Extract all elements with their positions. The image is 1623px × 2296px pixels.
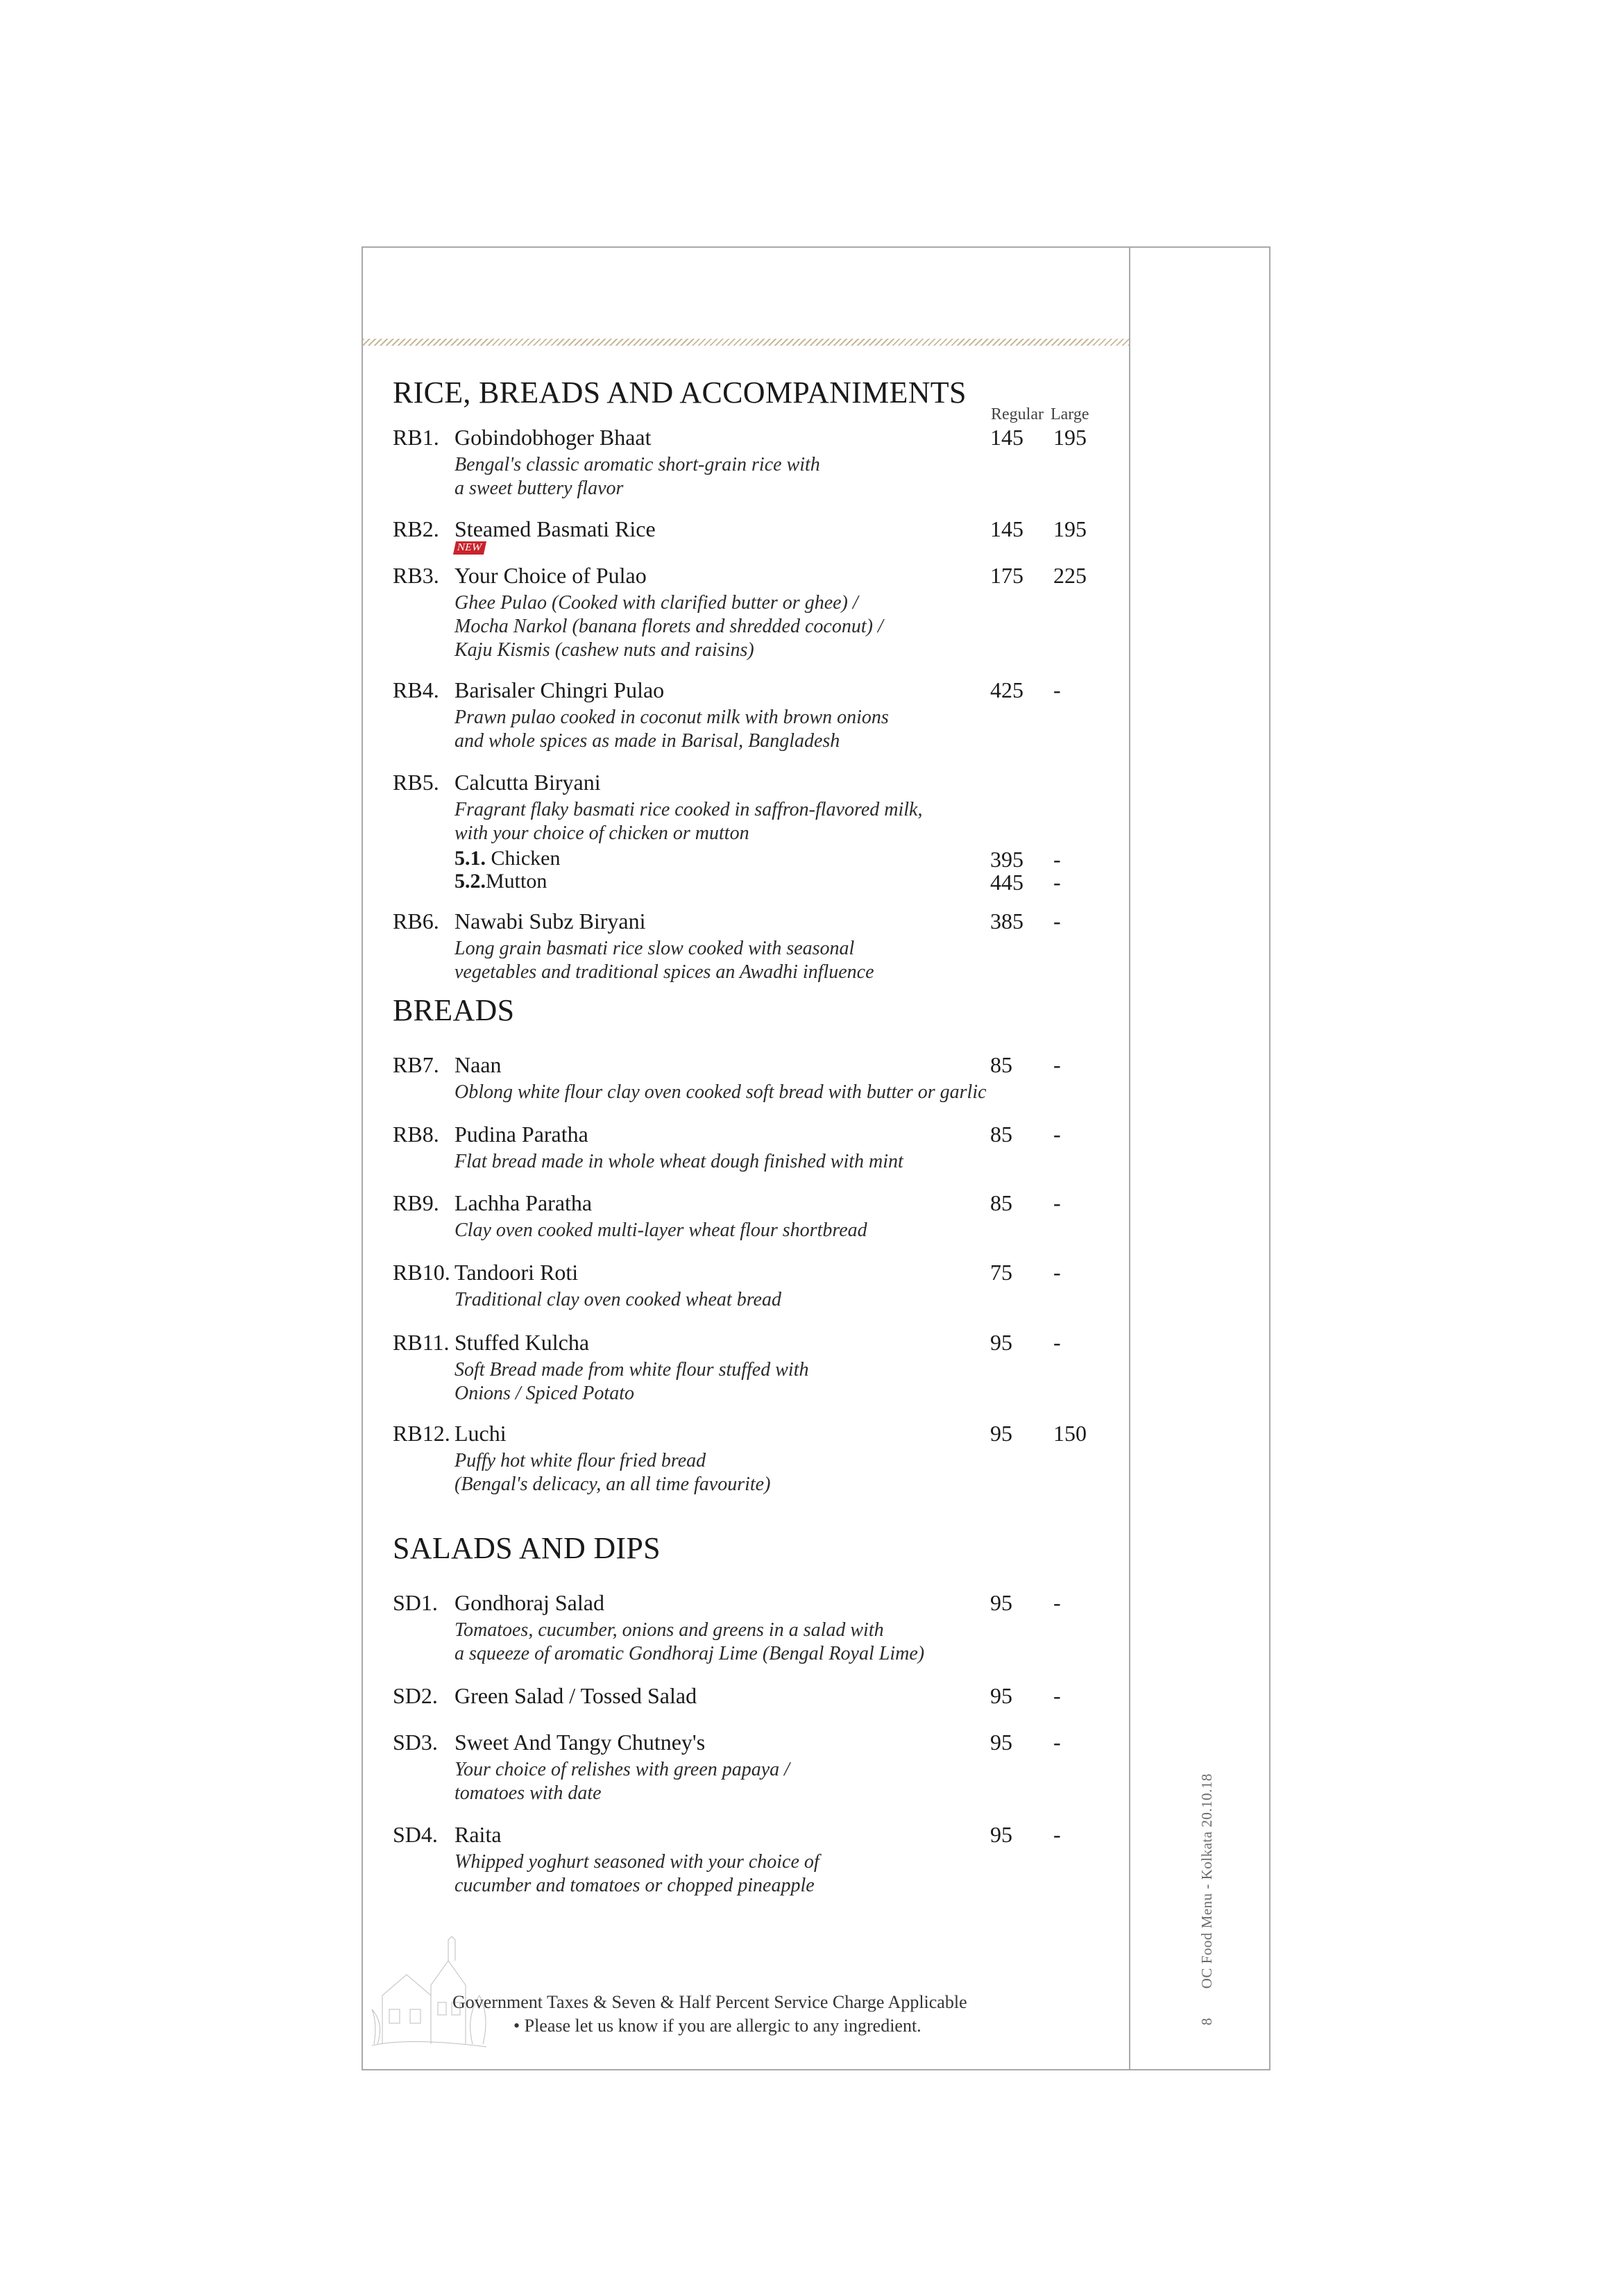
item-code: RB6. [393,909,439,934]
item-description: with your choice of chicken or mutton [454,822,749,844]
item-name: Calcutta Biryani [454,770,601,795]
item-description: Tomatoes, cucumber, onions and greens in a salad with [454,1619,884,1641]
price-regular: 145 [990,425,1023,450]
item-code: RB4. [393,677,439,702]
section-rice [393,375,1089,423]
price-regular: 85 [990,1052,1012,1077]
item-name: Raita [454,1822,502,1847]
item-description: Whipped yoghurt seasoned with your choice of [454,1851,819,1873]
price-regular: 75 [990,1260,1012,1285]
decorative-border [363,339,1129,346]
item-description: Oblong white flour clay oven cooked soft bread with butter or garlic [454,1081,987,1103]
menu-footer [452,1992,967,2036]
item-name: Green Salad / Tossed Salad [454,1683,697,1708]
price-regular: 95 [990,1822,1012,1847]
sidebar-divider [1129,246,1130,2070]
price-regular: 395 [990,847,1023,872]
price-large: 225 [1053,563,1087,588]
price-large: 195 [1053,425,1087,450]
price-regular: 85 [990,1190,1012,1215]
allergy-note: • Please let us know if you are allergic to any ingredient. [513,2016,921,2036]
price-regular: 95 [990,1590,1012,1615]
item-code: RB2. [393,516,439,541]
price-large: - [1053,1822,1061,1847]
price-regular: 145 [990,516,1023,541]
menu-subitem [454,870,547,893]
price-regular: 425 [990,677,1023,702]
price-large: - [1053,1122,1061,1147]
item-description: Soft Bread made from white flour stuffed with [454,1359,809,1381]
item-description: Clay oven cooked multi-layer wheat flour shortbread [454,1219,867,1241]
item-code: RB3. [393,563,439,588]
price-column-headers [991,405,1096,424]
price-large: - [1053,1260,1061,1285]
item-name: Barisaler Chingri Pulao [454,677,665,702]
item-description: Traditional clay oven cooked wheat bread [454,1289,781,1310]
item-description: Onions / Spiced Potato [454,1383,634,1404]
item-code: RB9. [393,1190,439,1215]
subitem-name: Chicken [486,847,561,870]
price-regular: 95 [990,1730,1012,1755]
price-regular: 385 [990,909,1023,934]
item-code: RB5. [393,770,439,795]
item-name: Gobindobhoger Bhaat [454,425,652,450]
item-name: Stuffed Kulcha [454,1330,590,1355]
item-code: RB12. [393,1421,450,1446]
item-description: Bengal's classic aromatic short-grain rice with [454,454,820,475]
price-large: 150 [1053,1421,1087,1446]
item-description: Kaju Kismis (cashew nuts and raisins) [454,639,754,661]
item-code: RB11. [393,1330,450,1355]
price-regular: 175 [990,563,1023,588]
item-description: a sweet buttery flavor [454,478,624,499]
price-large: - [1053,1052,1061,1077]
price-large: - [1053,1730,1061,1755]
subitem-number: 5.2. [454,870,486,893]
price-regular: 95 [990,1330,1012,1355]
item-code: RB1. [393,425,439,450]
item-description: tomatoes with date [454,1782,602,1804]
item-code: SD1. [393,1590,438,1615]
price-large: - [1053,909,1061,934]
sidebar-label [1198,1773,1216,2025]
item-description: a squeeze of aromatic Gondhoraj Lime (Bengal Royal Lime) [454,1643,925,1664]
item-name: Tandoori Roti [454,1260,579,1285]
price-large: - [1053,847,1061,872]
menu-subitem [454,847,560,870]
item-description: Mocha Narkol (banana florets and shredded coconut) / [454,616,883,637]
price-large: - [1053,1330,1061,1355]
item-name: Lachha Paratha [454,1190,593,1215]
section-title: SALADS AND DIPS [393,1531,661,1565]
item-name: Your Choice of Pulao [454,563,647,588]
item-name: Pudina Paratha [454,1122,588,1147]
section-title: BREADS [393,993,515,1027]
item-description: (Bengal's delicacy, an all time favourite) [454,1474,771,1495]
price-large: - [1053,677,1061,702]
price-large: - [1053,870,1061,895]
subitem-number: 5.1. [454,847,486,870]
tax-note: Government Taxes & Seven & Half Percent Service Charge Applicable [452,1992,967,2012]
item-description: Flat bread made in whole wheat dough finished with mint [454,1151,903,1172]
item-description: vegetables and traditional spices an Awadhi influence [454,961,874,983]
price-large: - [1053,1683,1061,1708]
item-description: Your choice of relishes with green papaya / [454,1759,790,1780]
section-title: RICE, BREADS AND ACCOMPANIMENTS [393,375,967,410]
item-name: Steamed Basmati Rice [454,516,656,541]
item-description: Prawn pulao cooked in coconut milk with brown onions [454,707,889,728]
item-code: RB10. [393,1260,450,1285]
item-name: Sweet And Tangy Chutney's [454,1730,706,1755]
document-label: OC Food Menu - Kolkata 20.10.18 [1198,1773,1215,1989]
item-name: Nawabi Subz Biryani [454,909,646,934]
item-description: Long grain basmati rice slow cooked with seasonal [454,938,855,959]
subitem-name: Mutton [486,870,547,893]
item-description: Fragrant flaky basmati rice cooked in saffron-flavored milk, [454,799,923,820]
regular-column-header: Regular [991,405,1044,423]
item-name: Naan [454,1052,502,1077]
item-code: RB8. [393,1122,439,1147]
price-regular: 85 [990,1122,1012,1147]
page-number: 8 [1198,2018,1215,2025]
item-code: RB7. [393,1052,439,1077]
item-code: SD4. [393,1822,438,1847]
item-code: SD3. [393,1730,438,1755]
price-large: 195 [1053,516,1087,541]
item-name: Luchi [454,1421,507,1446]
price-regular: 95 [990,1421,1012,1446]
item-description: and whole spices as made in Barisal, Bangladesh [454,730,840,752]
item-description: Ghee Pulao (Cooked with clarified butter or ghee) / [454,592,858,614]
price-regular: 95 [990,1683,1012,1708]
new-badge: NEW [453,541,486,555]
price-regular: 445 [990,870,1023,895]
item-description: Puffy hot white flour fried bread [454,1450,706,1471]
price-large: - [1053,1190,1061,1215]
price-large: - [1053,1590,1061,1615]
item-name: Gondhoraj Salad [454,1590,604,1615]
large-column-header: Large [1050,405,1089,423]
item-code: SD2. [393,1683,438,1708]
item-description: cucumber and tomatoes or chopped pineapple [454,1875,815,1896]
